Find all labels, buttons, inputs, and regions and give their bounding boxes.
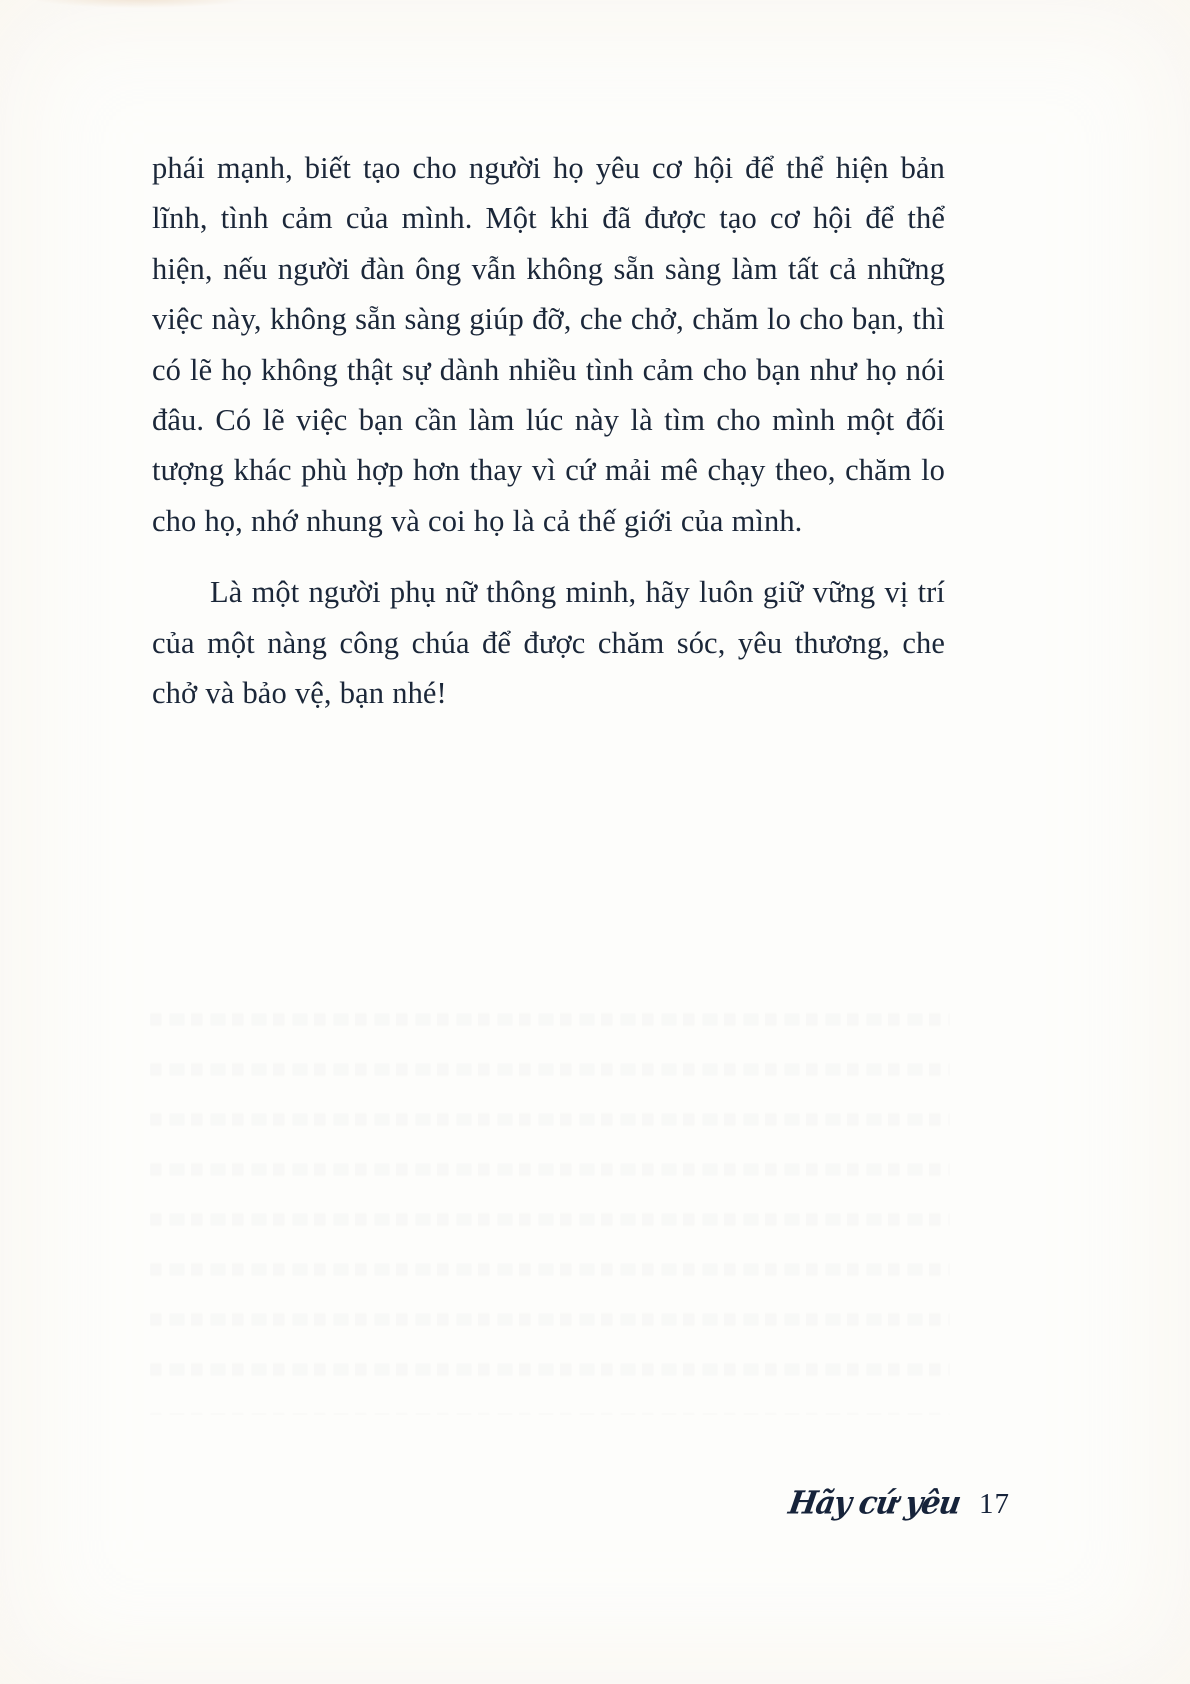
- reverse-side-bleed-through: [150, 995, 950, 1415]
- paragraph-1: phái mạnh, biết tạo cho người họ yêu cơ hội để thể hiện bản lĩnh, tình cảm của mình. Một khi đã được tạo cơ hội để thể hiện, nếu người đàn ông vẫn không sẵn sàng làm tất cả những việc này, không sẵn sàng giúp đỡ, che chở, chăm lo cho bạn, thì có lẽ họ không thật sự dành nhiều tình cảm cho bạn như họ nói đâu. Có lẽ việc bạn cần làm lúc này là tìm cho mình một đối tượng khác phù hợp hơn thay vì cứ mải mê chạy theo, chăm lo cho họ, nhớ nhung và coi họ là cả thế giới của mình.: [152, 151, 945, 538]
- paragraph-2: Là một người phụ nữ thông minh, hãy luôn giữ vững vị trí của một nàng công chúa để được chăm sóc, yêu thương, che chở và bảo vệ, bạn nhé!: [152, 575, 945, 711]
- book-title-script: Hãy cứ yêu: [786, 1484, 963, 1523]
- page-footer: [0, 1486, 1190, 1556]
- body-text-column: [152, 143, 945, 718]
- footer-inner: [786, 1484, 1010, 1523]
- page-number: 17: [979, 1488, 1010, 1520]
